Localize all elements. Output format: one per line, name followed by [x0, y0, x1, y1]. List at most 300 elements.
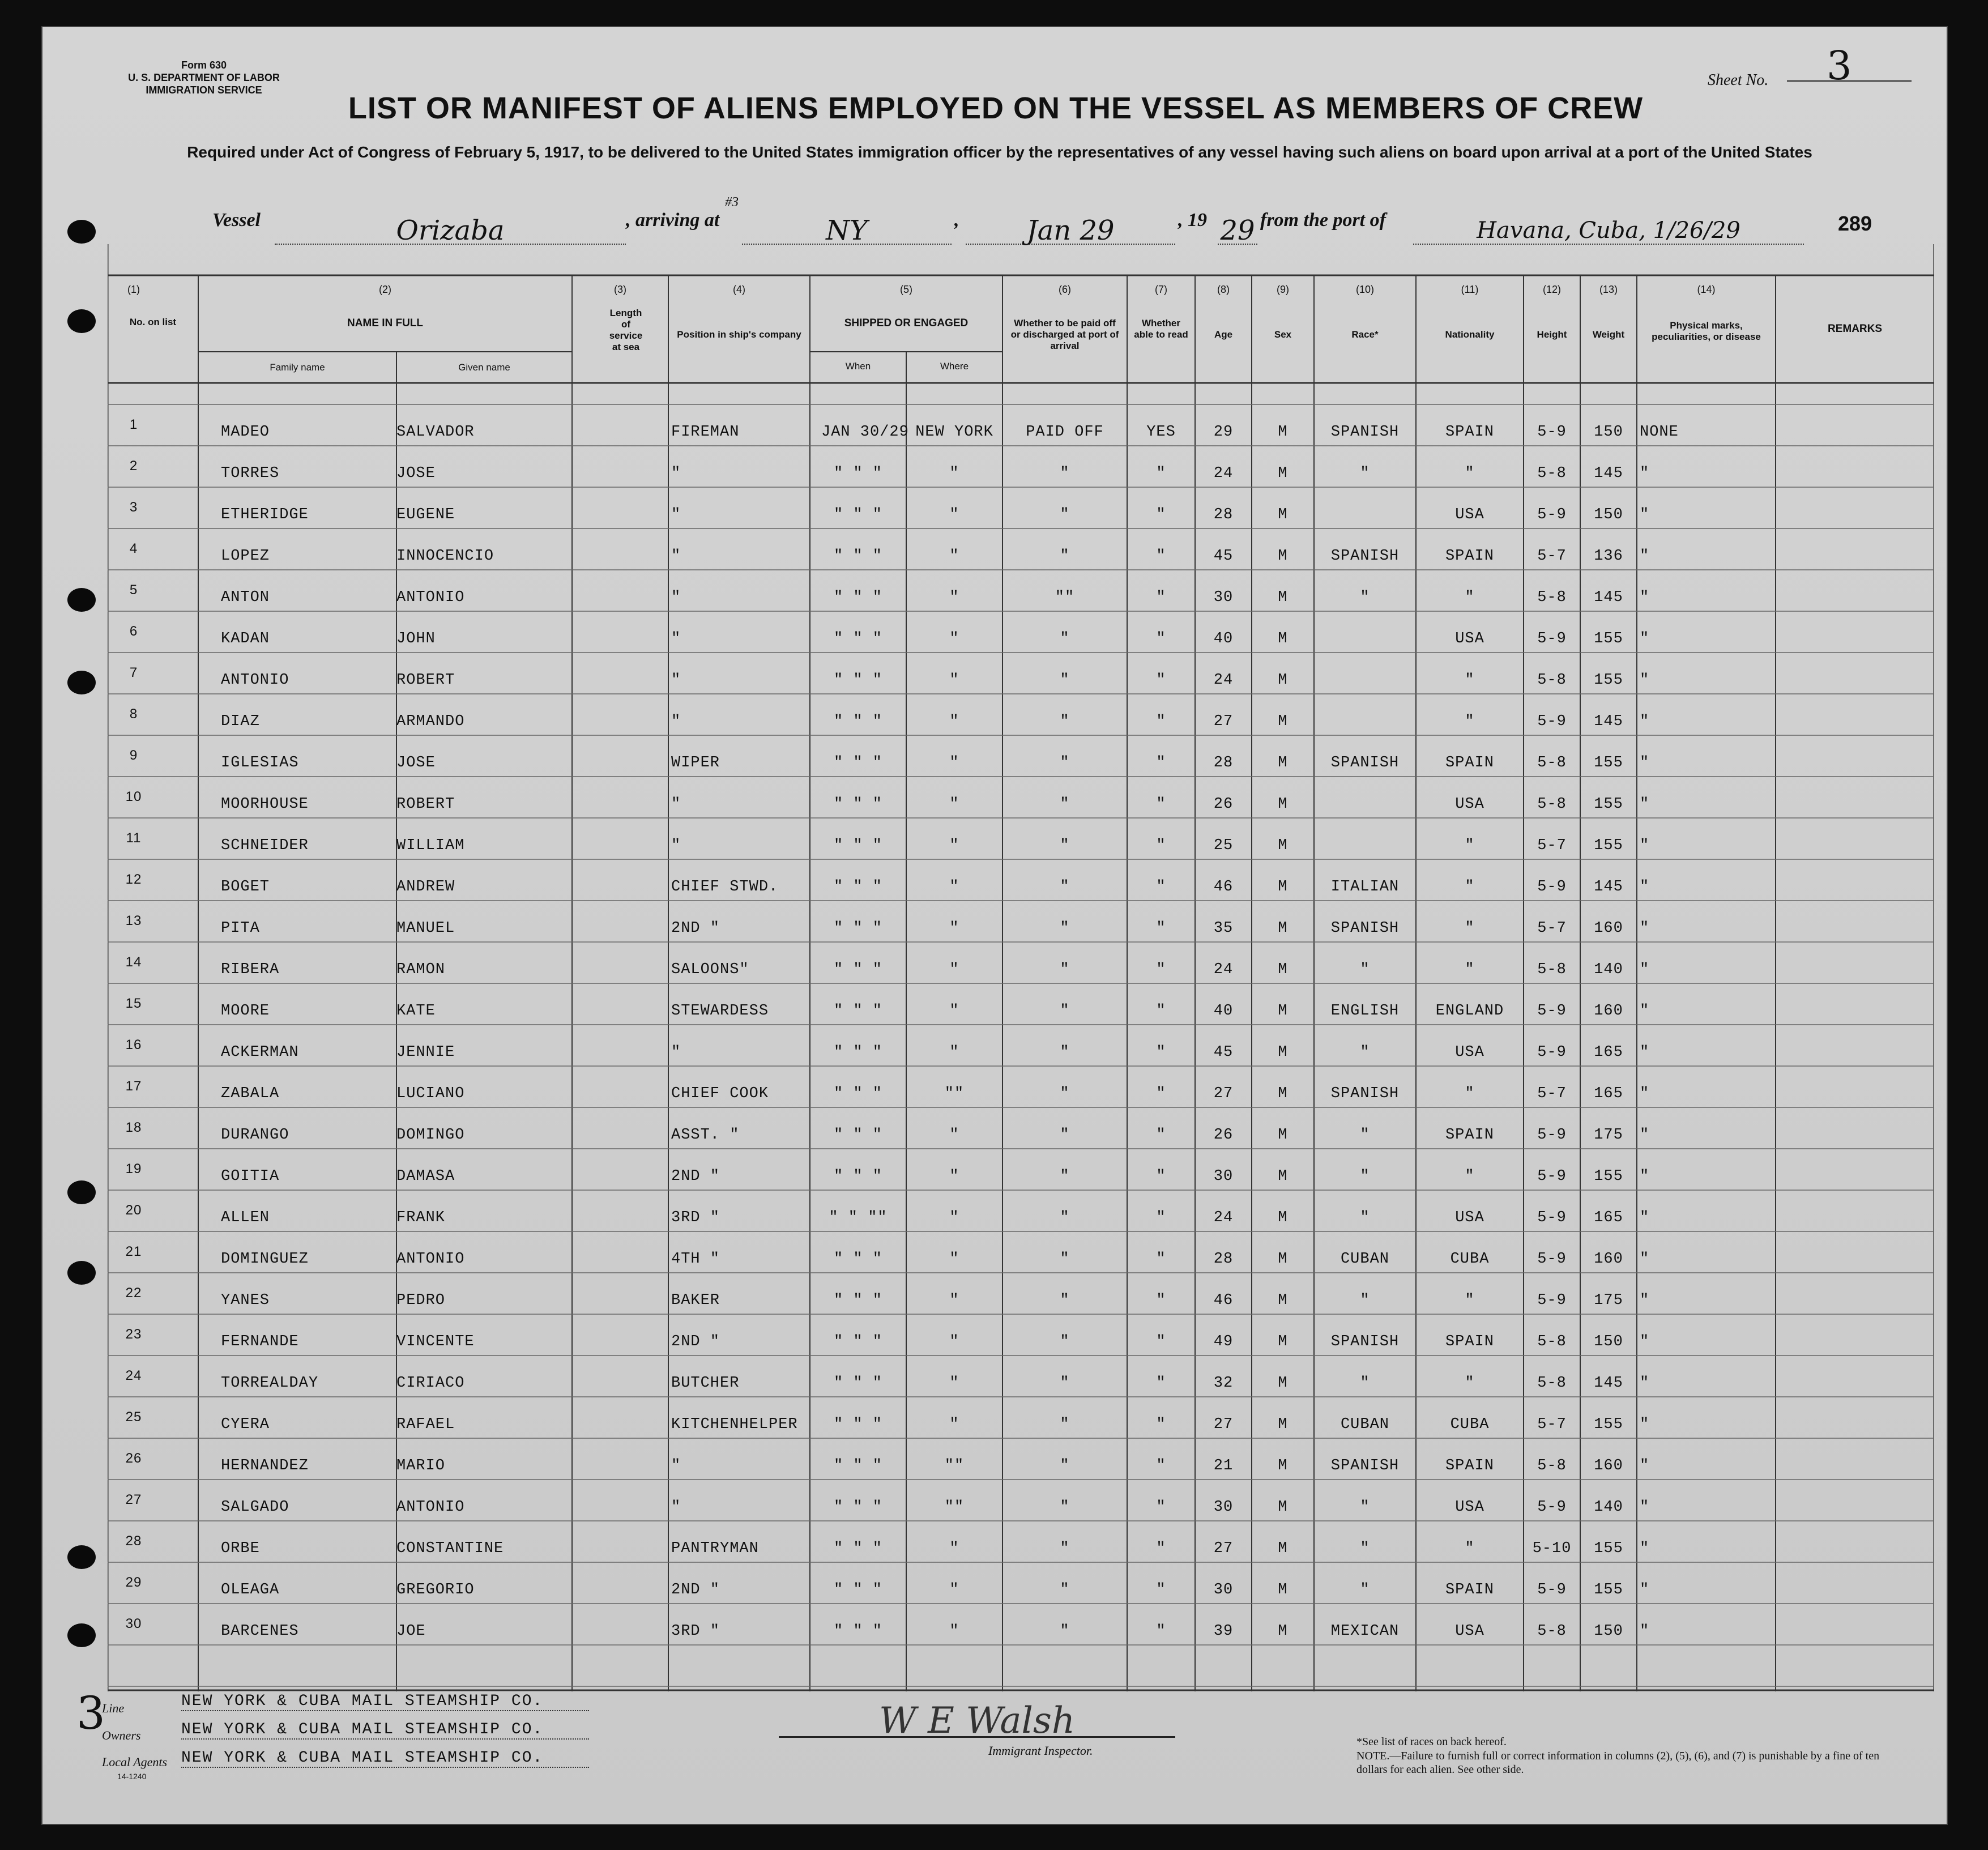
row-number: 1	[129, 417, 138, 432]
shipped-when: " " "	[833, 920, 882, 937]
shipped-when: JAN 30/29	[821, 424, 909, 441]
position: 2ND "	[671, 920, 720, 937]
col-num-8: (8)	[1217, 284, 1230, 295]
row-number: 10	[125, 789, 142, 804]
shipped-when: " " "	[833, 1499, 882, 1516]
paid-off: "	[1060, 1499, 1070, 1516]
shipped-when: " " "	[833, 1292, 882, 1309]
binding-hole	[67, 1261, 96, 1285]
weight: 160	[1594, 1457, 1623, 1474]
position: KITCHENHELPER	[671, 1416, 798, 1433]
age: 27	[1213, 1085, 1234, 1102]
binding-hole	[67, 1545, 96, 1569]
row-number: 22	[125, 1285, 142, 1301]
table-row	[108, 1397, 1934, 1438]
physical-marks: "	[1640, 961, 1650, 978]
paid-off: "	[1060, 630, 1070, 647]
table-row	[108, 942, 1934, 983]
age: 28	[1213, 1251, 1234, 1268]
paid-off: "	[1060, 713, 1070, 730]
row-number: 29	[125, 1575, 142, 1590]
header-name-in-full: NAME IN FULL	[347, 317, 424, 329]
age: 24	[1213, 672, 1234, 689]
height: 5-8	[1537, 1333, 1567, 1350]
row-number: 23	[125, 1327, 142, 1342]
agents-label: Local Agents	[102, 1755, 168, 1769]
age: 40	[1213, 1003, 1234, 1020]
col-num-14: (14)	[1697, 284, 1716, 295]
shipped-where: "	[949, 465, 959, 482]
nationality: SPAIN	[1445, 1333, 1494, 1350]
position: ASST. "	[671, 1127, 740, 1144]
race-note: *See list of races on back hereof.	[1356, 1736, 1507, 1748]
physical-marks: "	[1640, 879, 1650, 896]
agents-company: NEW YORK & CUBA MAIL STEAMSHIP CO.	[181, 1749, 589, 1768]
position: "	[671, 713, 681, 730]
nationality: SPAIN	[1445, 1457, 1494, 1474]
position: STEWARDESS	[671, 1003, 769, 1020]
age: 24	[1213, 961, 1234, 978]
document-subtitle: Required under Act of Congress of February 5, 1917, to be delivered to the United States immigration officer by the representatives of any vessel having such aliens on board upon arrival at a port of the United States	[187, 143, 1812, 161]
paid-off: "	[1060, 755, 1070, 771]
age: 30	[1213, 1168, 1234, 1185]
able-to-read: "	[1156, 1582, 1166, 1598]
family-name: GOITIA	[221, 1168, 280, 1185]
col-num-7: (7)	[1155, 284, 1167, 295]
weight: 175	[1594, 1127, 1623, 1144]
able-to-read: "	[1156, 506, 1166, 523]
weight: 136	[1594, 548, 1623, 565]
vessel-name: Orizaba	[275, 222, 626, 245]
height: 5-8	[1537, 796, 1567, 813]
physical-marks: "	[1640, 837, 1650, 854]
given-name: ANTONIO	[396, 1251, 465, 1268]
given-name: VINCENTE	[396, 1333, 475, 1350]
shipped-when: " " "	[833, 961, 882, 978]
col-num-9: (9)	[1277, 284, 1289, 295]
col-num-4: (4)	[733, 284, 745, 295]
given-name: ROBERT	[396, 796, 455, 813]
weight: 175	[1594, 1292, 1623, 1309]
height: 5-9	[1537, 1168, 1567, 1185]
sex: M	[1278, 1333, 1288, 1350]
position: WIPER	[671, 755, 720, 771]
family-name: YANES	[221, 1292, 270, 1309]
physical-marks: "	[1640, 1044, 1650, 1061]
shipped-when: " " "	[833, 879, 882, 896]
row-number: 4	[129, 541, 138, 556]
able-to-read: "	[1156, 1085, 1166, 1102]
height: 5-8	[1537, 465, 1567, 482]
header-where: Where	[940, 361, 969, 372]
position: PANTRYMAN	[671, 1540, 759, 1557]
row-number: 27	[125, 1492, 142, 1507]
position: CHIEF STWD.	[671, 879, 779, 896]
header-paid-off: Whether to be paid off or discharged at port of arrival	[1010, 318, 1119, 351]
year-prefix: , 19	[1178, 210, 1207, 231]
height: 5-7	[1537, 837, 1567, 854]
physical-marks: "	[1640, 1375, 1650, 1392]
weight: 145	[1594, 879, 1623, 896]
nationality: "	[1465, 672, 1475, 689]
arrival-port: NY	[742, 222, 952, 245]
able-to-read: "	[1156, 1333, 1166, 1350]
height: 5-8	[1537, 1375, 1567, 1392]
table-row	[108, 611, 1934, 653]
family-name: IGLESIAS	[221, 755, 299, 771]
nationality: "	[1465, 589, 1475, 606]
nationality: "	[1465, 920, 1475, 937]
inspector-signature: W E Walsh	[779, 1704, 1175, 1738]
age: 46	[1213, 1292, 1234, 1309]
shipped-when: " " "	[833, 1333, 882, 1350]
height: 5-8	[1537, 755, 1567, 771]
line-label: Line	[102, 1701, 125, 1715]
weight: 150	[1594, 506, 1623, 523]
physical-marks: "	[1640, 1416, 1650, 1433]
col-num-3: (3)	[614, 284, 626, 295]
sex: M	[1278, 961, 1288, 978]
row-number: 2	[129, 458, 138, 474]
row-number: 21	[125, 1244, 142, 1259]
given-name: RAFAEL	[396, 1416, 455, 1433]
row-number: 11	[126, 830, 142, 846]
race: CUBAN	[1340, 1416, 1389, 1433]
age: 30	[1213, 1499, 1234, 1516]
table-row	[108, 1107, 1934, 1149]
position: 2ND "	[671, 1168, 720, 1185]
nationality: "	[1465, 837, 1475, 854]
shipped-where: "	[949, 1127, 959, 1144]
physical-marks: "	[1640, 1209, 1650, 1226]
family-name: ANTONIO	[221, 672, 289, 689]
physical-marks: "	[1640, 1623, 1650, 1640]
header-age: Age	[1214, 329, 1233, 340]
document-title: LIST OR MANIFEST OF ALIENS EMPLOYED ON THE VESSEL AS MEMBERS OF CREW	[348, 91, 1644, 125]
header-when: When	[845, 361, 871, 372]
paid-off: "	[1060, 1127, 1070, 1144]
able-to-read: "	[1156, 879, 1166, 896]
paid-off: "	[1060, 796, 1070, 813]
shipped-where: "	[949, 713, 959, 730]
nationality: USA	[1455, 1623, 1484, 1640]
race: SPANISH	[1330, 1333, 1400, 1350]
height: 5-8	[1537, 1457, 1567, 1474]
family-name: ALLEN	[221, 1209, 270, 1226]
position: BUTCHER	[671, 1375, 740, 1392]
nationality: "	[1465, 465, 1475, 482]
position: "	[671, 672, 681, 689]
nationality: "	[1465, 1292, 1475, 1309]
header-position: Position in ship's company	[677, 329, 801, 340]
height: 5-8	[1537, 589, 1567, 606]
height: 5-9	[1537, 1499, 1567, 1516]
physical-marks: "	[1640, 1457, 1650, 1474]
inspector-label: Immigrant Inspector.	[988, 1744, 1093, 1758]
given-name: INNOCENCIO	[396, 548, 494, 565]
table-row	[108, 694, 1934, 735]
shipped-when: " " "	[833, 1375, 882, 1392]
header-race: Race*	[1351, 329, 1379, 340]
shipped-where: "	[949, 1416, 959, 1433]
table-row	[108, 859, 1934, 901]
able-to-read: "	[1156, 1499, 1166, 1516]
age: 24	[1213, 465, 1234, 482]
physical-marks: "	[1640, 755, 1650, 771]
shipped-when: " " "	[833, 796, 882, 813]
age: 45	[1213, 548, 1234, 565]
age: 25	[1213, 837, 1234, 854]
sex: M	[1278, 1251, 1288, 1268]
able-to-read: "	[1156, 589, 1166, 606]
height: 5-7	[1537, 1085, 1567, 1102]
header-no-on-list: No. on list	[129, 317, 177, 327]
shipped-where: "	[949, 879, 959, 896]
able-to-read: "	[1156, 1540, 1166, 1557]
sex: M	[1278, 1085, 1288, 1102]
service-name: IMMIGRATION SERVICE	[146, 84, 262, 96]
shipped-where: "	[949, 961, 959, 978]
header-able-to-read: Whether able to read	[1134, 318, 1188, 340]
given-name: ANDREW	[396, 879, 455, 896]
height: 5-9	[1537, 1582, 1567, 1598]
able-to-read: "	[1156, 755, 1166, 771]
shipped-where: "	[949, 1251, 959, 1268]
height: 5-9	[1537, 879, 1567, 896]
given-name: MARIO	[396, 1457, 446, 1474]
height: 5-7	[1537, 1416, 1567, 1433]
arrival-year: 29	[1218, 222, 1257, 245]
age: 26	[1213, 796, 1234, 813]
sex: M	[1278, 1416, 1288, 1433]
paid-off: PAID OFF	[1026, 424, 1104, 441]
able-to-read: "	[1156, 796, 1166, 813]
sex: M	[1278, 1168, 1288, 1185]
age: 30	[1213, 589, 1234, 606]
binding-hole	[67, 671, 96, 694]
shipped-when: " " "	[833, 1251, 882, 1268]
shipped-when: " " "	[833, 589, 882, 606]
shipped-where: "	[949, 1333, 959, 1350]
nationality: USA	[1455, 1209, 1484, 1226]
weight: 150	[1594, 1333, 1623, 1350]
arriving-note: #3	[725, 195, 739, 210]
position: 3RD "	[671, 1623, 720, 1640]
table-row	[108, 1149, 1934, 1190]
family-name: BOGET	[221, 879, 270, 896]
row-number: 16	[125, 1037, 142, 1052]
table-row	[108, 1438, 1934, 1480]
paid-off: "	[1060, 1085, 1070, 1102]
header-given-name: Given name	[458, 362, 510, 373]
shipped-when: " " "	[833, 506, 882, 523]
family-name: MOORE	[221, 1003, 270, 1020]
able-to-read: "	[1156, 1003, 1166, 1020]
nationality: USA	[1455, 630, 1484, 647]
shipped-where: ""	[944, 1499, 965, 1516]
shipped-where: "	[949, 796, 959, 813]
position: "	[671, 589, 681, 606]
sex: M	[1278, 837, 1288, 854]
physical-marks: "	[1640, 589, 1650, 606]
race: ENGLISH	[1330, 1003, 1400, 1020]
sex: M	[1278, 589, 1288, 606]
shipped-where: NEW YORK	[915, 424, 993, 441]
physical-marks: NONE	[1640, 424, 1679, 441]
age: 27	[1213, 713, 1234, 730]
table-row	[108, 528, 1934, 570]
position: "	[671, 837, 681, 854]
shipped-where: "	[949, 1582, 959, 1598]
row-number: 28	[125, 1533, 142, 1549]
shipped-when: " " "	[833, 672, 882, 689]
paid-off: "	[1060, 1416, 1070, 1433]
physical-marks: "	[1640, 1333, 1650, 1350]
shipped-when: " " "	[833, 1044, 882, 1061]
physical-marks: "	[1640, 1127, 1650, 1144]
height: 5-9	[1537, 713, 1567, 730]
nationality: CUBA	[1450, 1251, 1490, 1268]
col-num-13: (13)	[1599, 284, 1618, 295]
col-num-2: (2)	[379, 284, 391, 295]
paid-off: "	[1060, 1251, 1070, 1268]
physical-marks: "	[1640, 1499, 1650, 1516]
row-number: 17	[125, 1079, 142, 1094]
crew-table	[108, 244, 1934, 1691]
physical-marks: "	[1640, 465, 1650, 482]
position: BAKER	[671, 1292, 720, 1309]
age: 45	[1213, 1044, 1234, 1061]
table-row	[108, 1562, 1934, 1604]
height: 5-8	[1537, 672, 1567, 689]
weight: 140	[1594, 1499, 1623, 1516]
height: 5-9	[1537, 1251, 1567, 1268]
shipped-where: "	[949, 1044, 959, 1061]
family-name: MADEO	[221, 424, 270, 441]
shipped-when: " " ""	[829, 1209, 888, 1226]
table-row	[108, 1480, 1934, 1521]
family-name: DOMINGUEZ	[221, 1251, 309, 1268]
shipped-when: " " "	[833, 1623, 882, 1640]
paid-off: "	[1060, 1003, 1070, 1020]
paid-off: "	[1060, 465, 1070, 482]
sex: M	[1278, 920, 1288, 937]
family-name: ZABALA	[221, 1085, 280, 1102]
sex: M	[1278, 1044, 1288, 1061]
age: 32	[1213, 1375, 1234, 1392]
col-num-1: (1)	[127, 284, 140, 295]
given-name: JOHN	[396, 630, 436, 647]
nationality: "	[1465, 961, 1475, 978]
binding-hole	[67, 588, 96, 612]
weight: 160	[1594, 920, 1623, 937]
family-name: OLEAGA	[221, 1582, 280, 1598]
nationality: "	[1465, 879, 1475, 896]
nationality: USA	[1455, 506, 1484, 523]
sex: M	[1278, 1375, 1288, 1392]
paid-off: "	[1060, 837, 1070, 854]
table-row	[108, 1190, 1934, 1231]
height: 5-8	[1537, 1623, 1567, 1640]
age: 28	[1213, 506, 1234, 523]
nationality: CUBA	[1450, 1416, 1490, 1433]
penalty-note: NOTE.—Failure to furnish full or correct information in columns (2), (5), (6), and (7) is punishable by a fine of ten dollars for each alien. See other side.	[1356, 1750, 1880, 1776]
given-name: ANTONIO	[396, 589, 465, 606]
age: 49	[1213, 1333, 1234, 1350]
weight: 155	[1594, 837, 1623, 854]
weight: 145	[1594, 1375, 1623, 1392]
race: SPANISH	[1330, 1457, 1400, 1474]
weight: 155	[1594, 672, 1623, 689]
shipped-when: " " "	[833, 713, 882, 730]
height: 5-9	[1537, 424, 1567, 441]
given-name: MANUEL	[396, 920, 455, 937]
row-number: 18	[125, 1120, 142, 1135]
height: 5-9	[1537, 1127, 1567, 1144]
physical-marks: "	[1640, 672, 1650, 689]
physical-marks: "	[1640, 796, 1650, 813]
paid-off: ""	[1055, 589, 1075, 606]
table-row	[108, 735, 1934, 777]
shipped-where: ""	[944, 1457, 965, 1474]
col-num-10: (10)	[1355, 284, 1374, 295]
table-row	[108, 1521, 1934, 1562]
nationality: "	[1465, 1540, 1475, 1557]
family-name: HERNANDEZ	[221, 1457, 309, 1474]
margin-mark: 3	[76, 1687, 105, 1740]
physical-marks: "	[1640, 1582, 1650, 1598]
position: "	[671, 1044, 681, 1061]
physical-marks: "	[1640, 630, 1650, 647]
nationality: SPAIN	[1445, 755, 1494, 771]
department-name: U. S. DEPARTMENT OF LABOR	[128, 72, 280, 83]
table-row	[108, 1314, 1934, 1355]
age: 30	[1213, 1582, 1234, 1598]
family-name: SALGADO	[221, 1499, 289, 1516]
binding-hole	[67, 220, 96, 244]
height: 5-9	[1537, 1003, 1567, 1020]
row-number: 6	[129, 624, 138, 639]
able-to-read: "	[1156, 961, 1166, 978]
race: SPANISH	[1330, 920, 1400, 937]
race: "	[1360, 1127, 1370, 1144]
able-to-read: "	[1156, 1209, 1166, 1226]
family-name: BARCENES	[221, 1623, 299, 1640]
race: MEXICAN	[1330, 1623, 1400, 1640]
header-height: Height	[1537, 329, 1567, 340]
weight: 165	[1594, 1085, 1623, 1102]
header-nationality: Nationality	[1445, 329, 1495, 340]
vessel-label: Vessel	[212, 210, 261, 231]
row-number: 5	[129, 582, 138, 598]
weight: 150	[1594, 424, 1623, 441]
nationality: ENGLAND	[1435, 1003, 1504, 1020]
col-num-6: (6)	[1059, 284, 1071, 295]
sex: M	[1278, 1003, 1288, 1020]
family-name: TORRES	[221, 465, 280, 482]
age: 27	[1213, 1540, 1234, 1557]
shipped-when: " " "	[833, 1540, 882, 1557]
given-name: DAMASA	[396, 1168, 455, 1185]
age: 27	[1213, 1416, 1234, 1433]
race: "	[1360, 1292, 1370, 1309]
given-name: SALVADOR	[396, 424, 475, 441]
sex: M	[1278, 713, 1288, 730]
height: 5-9	[1537, 630, 1567, 647]
shipped-where: "	[949, 506, 959, 523]
able-to-read: "	[1156, 548, 1166, 565]
position: SALOONS"	[671, 961, 749, 978]
